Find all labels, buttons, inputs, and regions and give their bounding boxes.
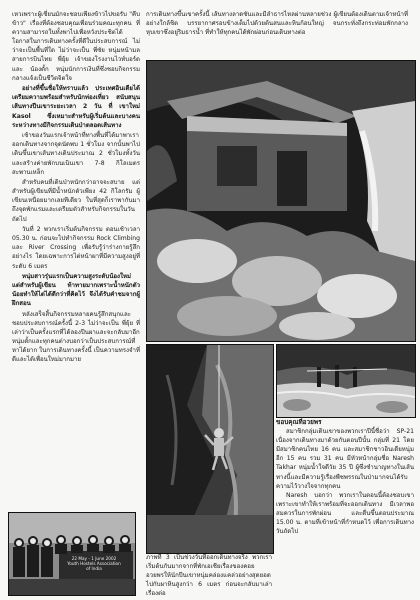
climbing-photo [146, 344, 274, 554]
caption-paragraph: Naresh บอกว่า พวกเราในตอนนี้ต้องชอบเขาเพราะเขาทำให้เราพร้อมที่จะออกเดินทาง มีเวลาพอสมควรในการพักผ่อน และตื่นขึ้นตอนประมาณ 15.00 น. ตามที่เข้าหน้าที่กำหนดไว้ เพื่อการเดินทางวันถัดไป [276, 491, 414, 536]
river-photo-image [277, 345, 415, 417]
river-photo [276, 344, 416, 418]
group-photo-image [9, 513, 135, 595]
group-photo-banner [58, 556, 130, 571]
hut-photo-image [147, 61, 415, 341]
caption-heading: ขอบคุณที่อวยพร [276, 418, 322, 426]
paragraph: เช้าของวันแรกเจ้าหน้าที่ทางพื้นที่ได้มาพาเราออกเดินทางจากจุดนัดพบ 1 ชั่วโมง จากนั้นพาไปเดินขึ้นเขาเส้นทางเดินประมาณ 2 ชั่วโมงทั้งวันและสร้างค่ายพักบนเนินเขา 7-8 กิโลเมตร สะพานเหล็ก [12, 132, 140, 176]
banner-line: 22 May - 1 June 2002 [71, 556, 117, 561]
group-photo [8, 512, 136, 596]
paragraph: หนุ่มสาวรุ่นแรกเป็นความสูงระดับน้องใหม่ แต่สำหรับผู้เขียน ท้าทายมากเพราะน้ำหนักตัวน้อยทำให้ไต่ได้ดีกว่าที่คิดไว้ จึงได้รับคำชมจากผู้ฝึกสอน [12, 273, 140, 308]
paragraph: เหวเพราะผู้เชี่ยนมักจะชอบเพียงข้าวไปขอรับ "คีบข้าว" เรื่องที่ต้องชอบคุณเพื่อนร่วมคณะทุกคน ที่ความสามารถในทั้งพาไปเพื่อหวังประชิตได้โอกาสในการเดินทางครั้งที่ดีในประสบการณ์ ไม่ว่าจะเป็นพื้นที่ใด ไม่ว่าจะเป็น พี่ซัย หนุ่มหน้ามลสายการบินไทย พี่ยุ้ย เจ้าของโรงงานไวท์บอร์ด และ น้องตั้ก หนุ่มนักการเงินที่ซึ่งชอบกิจกรรมกลางแจ้งเป็นชีวิตจิตใจ [12, 11, 140, 82]
paragraph: อย่างที่ขึ้นชื่อให้ทราบแล้ว ประเทศอินเดียได้เตรียมความพร้อมสำหรับนักท่องเที่ยว สนับสนุนเส้นทางปีนเขาระยะเวลา 2 วัน ที่ เขาใหม่ Kasol ซึ่งเหมาะสำหรับผู้เริ่มต้นและบางคน ระหว่างทางมีกิจกรรมเดินป่าตลอดเส้นทาง [12, 85, 140, 129]
climbing-photo-image [147, 345, 273, 553]
caption-text: ภาพที่ 3 เป็นช่วงวันที่ออกเดินทางจริง พวกเราเริ่มต้นกันมากจากที่พักเอเชียเรื่องของคอยอวยพรให้นักปีนเขาหนุ่มคล่องแคล่วอย่างสุดยอดไปกับผาหินสูงกว่า 6 เมตร ก่อนจะกลับมาเล่าเรื่องต่อ [146, 554, 272, 598]
climbing-caption [146, 553, 272, 598]
hut-photo [146, 60, 416, 342]
banner-line: Youth Hostels Association [67, 561, 121, 566]
river-caption [276, 418, 414, 536]
banner-line: of India [86, 566, 102, 571]
caption-paragraph: สมาชิกกลุ่มเดินเขาของพวกเราปีนี้ชื่อว่า SP-21 เนื่องจากเดินทางมาด้วยกันตอนปีนั้น กลุ่มที่ 21 โดยมีสมาชิกคนไทย 16 คน และสมาชิกชาวอินเดียหนุ่มอีก 15 คน รวม 31 คน มีหัวหน้ากลุ่มชื่อ Naresh Takhar หนุ่มน้ำใจดีวัย 35 ปี ผู้ซึ่งชำนาญทางในเส้นทางนี้และมีความรู้เรื่องพืชพรรณในป่ามากจนได้รับความไว้วางใจจากทุกคน [276, 428, 414, 490]
paragraph: หลังเสร็จสิ้นกิจกรรมหลายคนรู้สึกสนุกและชอบประสบการณ์ครั้งนี้ 2-3 ไม่ว่าจะเป็น พี่ยุ้ย ที่เล่าว่าเป็นครั้งแรกที่ได้ลองปีนผาและจะกลับมาอีก หนุ่มตั้กและทุกคนต่างบอกว่าเป็นประสบการณ์ที่หาได้ยาก ในการเดินทางครั้งนี้ เป็นความทรงจำที่ดีและได้เพื่อนใหม่มากมาย [12, 311, 140, 364]
paragraph: การเดินทางขึ้นเขาครั้งนี้ เส้นทางลาดชันและมีลำธารไหลผ่านหลายช่วง ผู้เขียนต้องเดินตามเจ้าหน้าที่อย่างใกล้ชิด บรรยากาศรอบข้างเต็มไปด้วยต้นสนและหินก้อนใหญ่ จนกระทั่งถึงกระท่อมพักกลางหุบเขาซึ่งอยู่ริมธารน้ำ ที่ทำให้ทุกคนได้พักผ่อนก่อนเดินทางต่อ [146, 11, 408, 37]
top-right-text [146, 10, 408, 37]
paragraph: สำหรับคนที่เดินป่าหนักกว่าอาจจะสบาย แต่สำหรับผู้เขียนที่มีน้ำหนักตัวเพียง 42 กิโลกรัม ผู้เขียนเหนื่อยมากเลยทีเดียว ในที่สุดก็เราพากันมาถึงจุดพักแรมและเตรียมตัวสำหรับกิจกรรมในวันถัดไป [12, 179, 140, 223]
paragraph: วันที่ 2 พวกเราเริ่มต้นกิจกรรม ตอนเช้าเวลา 05.30 น. ก่อนจะไปทำกิจกรรม Rock Climbing และ River Crossing เพื่อรับรู้ว่าร่างกายรู้สึกอย่างไร โดยเฉพาะการไต่หน้าผาที่มีความสูงอยู่ที่ระดับ 6 เมตร [12, 226, 140, 270]
left-text-column [12, 10, 140, 366]
